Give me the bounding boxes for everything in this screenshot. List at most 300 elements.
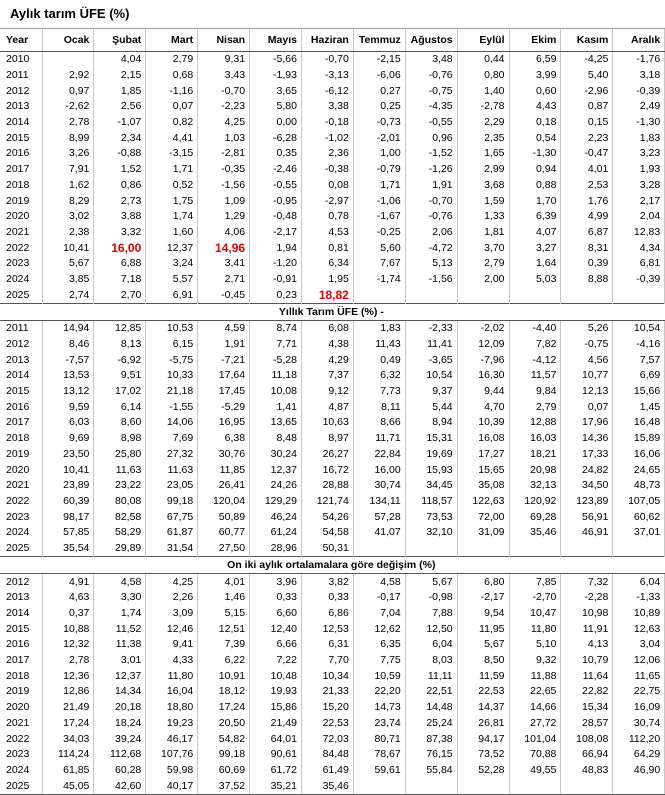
- value-cell[interactable]: -1,52: [405, 146, 457, 162]
- value-cell[interactable]: 25,80: [94, 447, 146, 463]
- value-cell[interactable]: -2,17: [457, 590, 509, 606]
- value-cell[interactable]: 1,93: [613, 162, 665, 178]
- value-cell[interactable]: 0,33: [250, 590, 302, 606]
- value-cell[interactable]: 52,28: [457, 763, 509, 779]
- column-header-month[interactable]: Ağustos: [405, 29, 457, 52]
- value-cell[interactable]: 17,02: [94, 384, 146, 400]
- year-cell[interactable]: 2022: [0, 731, 42, 747]
- value-cell[interactable]: 7,88: [405, 606, 457, 622]
- value-cell[interactable]: 1,83: [613, 130, 665, 146]
- value-cell[interactable]: 16,30: [457, 368, 509, 384]
- year-cell[interactable]: 2010: [0, 52, 42, 68]
- value-cell[interactable]: 18,80: [146, 700, 198, 716]
- value-cell[interactable]: 48,73: [613, 478, 665, 494]
- value-cell[interactable]: -0,39: [613, 272, 665, 288]
- value-cell[interactable]: 8,11: [353, 399, 405, 415]
- value-cell[interactable]: 6,59: [509, 52, 561, 68]
- value-cell[interactable]: 6,31: [301, 637, 353, 653]
- value-cell[interactable]: 6,80: [457, 574, 509, 590]
- value-cell[interactable]: 6,22: [198, 653, 250, 669]
- value-cell[interactable]: 22,65: [509, 684, 561, 700]
- year-cell[interactable]: 2013: [0, 590, 42, 606]
- value-cell[interactable]: 11,43: [353, 337, 405, 353]
- year-cell[interactable]: 2019: [0, 684, 42, 700]
- value-cell[interactable]: 27,32: [146, 447, 198, 463]
- value-cell[interactable]: 14,96: [198, 240, 250, 256]
- value-cell[interactable]: 32,13: [509, 478, 561, 494]
- value-cell[interactable]: 50,31: [301, 541, 353, 557]
- value-cell[interactable]: 21,49: [250, 716, 302, 732]
- value-cell[interactable]: 2,78: [42, 115, 94, 131]
- value-cell[interactable]: -6,06: [353, 68, 405, 84]
- value-cell[interactable]: 16,00: [353, 462, 405, 478]
- value-cell[interactable]: 0,54: [509, 130, 561, 146]
- value-cell[interactable]: 7,75: [353, 653, 405, 669]
- value-cell[interactable]: [353, 778, 405, 794]
- value-cell[interactable]: 16,06: [613, 447, 665, 463]
- value-cell[interactable]: 9,32: [509, 653, 561, 669]
- column-header-year[interactable]: Year: [0, 29, 42, 52]
- value-cell[interactable]: 2,71: [198, 272, 250, 288]
- value-cell[interactable]: 3,65: [250, 83, 302, 99]
- value-cell[interactable]: 3,02: [42, 209, 94, 225]
- value-cell[interactable]: 8,29: [42, 193, 94, 209]
- value-cell[interactable]: [561, 541, 613, 557]
- value-cell[interactable]: 82,58: [94, 509, 146, 525]
- value-cell[interactable]: -0,39: [613, 83, 665, 99]
- value-cell[interactable]: 1,83: [353, 321, 405, 337]
- value-cell[interactable]: 12,63: [613, 621, 665, 637]
- value-cell[interactable]: 4,04: [94, 52, 146, 68]
- value-cell[interactable]: 1,33: [457, 209, 509, 225]
- value-cell[interactable]: 12,62: [353, 621, 405, 637]
- value-cell[interactable]: 7,37: [301, 368, 353, 384]
- value-cell[interactable]: 0,81: [301, 240, 353, 256]
- value-cell[interactable]: 5,60: [353, 240, 405, 256]
- value-cell[interactable]: 12,53: [301, 621, 353, 637]
- value-cell[interactable]: [613, 541, 665, 557]
- value-cell[interactable]: 10,91: [198, 668, 250, 684]
- value-cell[interactable]: -1,30: [613, 115, 665, 131]
- value-cell[interactable]: [457, 778, 509, 794]
- year-cell[interactable]: 2018: [0, 178, 42, 194]
- value-cell[interactable]: 39,24: [94, 731, 146, 747]
- value-cell[interactable]: 121,74: [301, 494, 353, 510]
- value-cell[interactable]: 8,88: [561, 272, 613, 288]
- value-cell[interactable]: -2,70: [509, 590, 561, 606]
- value-cell[interactable]: -0,98: [405, 590, 457, 606]
- value-cell[interactable]: -0,35: [198, 162, 250, 178]
- value-cell[interactable]: 1,70: [509, 193, 561, 209]
- value-cell[interactable]: 11,18: [250, 368, 302, 384]
- year-cell[interactable]: 2011: [0, 68, 42, 84]
- value-cell[interactable]: 24,65: [613, 462, 665, 478]
- value-cell[interactable]: 18,21: [509, 447, 561, 463]
- value-cell[interactable]: 11,11: [405, 668, 457, 684]
- value-cell[interactable]: 15,86: [250, 700, 302, 716]
- value-cell[interactable]: 0,60: [509, 83, 561, 99]
- value-cell[interactable]: -6,92: [94, 352, 146, 368]
- value-cell[interactable]: -0,48: [250, 209, 302, 225]
- value-cell[interactable]: [509, 541, 561, 557]
- value-cell[interactable]: 26,27: [301, 447, 353, 463]
- value-cell[interactable]: 107,76: [146, 747, 198, 763]
- column-header-month[interactable]: Ekim: [509, 29, 561, 52]
- value-cell[interactable]: 0,25: [353, 99, 405, 115]
- value-cell[interactable]: 3,18: [613, 68, 665, 84]
- year-cell[interactable]: 2020: [0, 209, 42, 225]
- value-cell[interactable]: 0,44: [457, 52, 509, 68]
- value-cell[interactable]: 31,09: [457, 525, 509, 541]
- value-cell[interactable]: 17,24: [42, 716, 94, 732]
- value-cell[interactable]: [405, 778, 457, 794]
- value-cell[interactable]: 6,15: [146, 337, 198, 353]
- value-cell[interactable]: 99,18: [198, 747, 250, 763]
- value-cell[interactable]: 114,24: [42, 747, 94, 763]
- value-cell[interactable]: 118,57: [405, 494, 457, 510]
- value-cell[interactable]: -1,55: [146, 399, 198, 415]
- value-cell[interactable]: 6,14: [94, 399, 146, 415]
- column-header-month[interactable]: Eylül: [457, 29, 509, 52]
- value-cell[interactable]: 8,48: [250, 431, 302, 447]
- value-cell[interactable]: 60,39: [42, 494, 94, 510]
- value-cell[interactable]: 0,27: [353, 83, 405, 99]
- value-cell[interactable]: 60,28: [94, 763, 146, 779]
- value-cell[interactable]: 6,66: [250, 637, 302, 653]
- value-cell[interactable]: 3,48: [405, 52, 457, 68]
- value-cell[interactable]: 4,29: [301, 352, 353, 368]
- value-cell[interactable]: 7,22: [250, 653, 302, 669]
- value-cell[interactable]: 16,08: [457, 431, 509, 447]
- value-cell[interactable]: 1,46: [198, 590, 250, 606]
- value-cell[interactable]: 2,04: [613, 209, 665, 225]
- year-cell[interactable]: 2016: [0, 637, 42, 653]
- value-cell[interactable]: 30,76: [198, 447, 250, 463]
- value-cell[interactable]: 10,53: [146, 321, 198, 337]
- value-cell[interactable]: -1,26: [405, 162, 457, 178]
- value-cell[interactable]: 67,75: [146, 509, 198, 525]
- value-cell[interactable]: 46,24: [250, 509, 302, 525]
- value-cell[interactable]: 15,34: [561, 700, 613, 716]
- value-cell[interactable]: -5,29: [198, 399, 250, 415]
- value-cell[interactable]: 32,10: [405, 525, 457, 541]
- value-cell[interactable]: -0,76: [405, 209, 457, 225]
- value-cell[interactable]: 0,52: [146, 178, 198, 194]
- value-cell[interactable]: 12,37: [94, 668, 146, 684]
- value-cell[interactable]: 9,41: [146, 637, 198, 653]
- value-cell[interactable]: 35,08: [457, 478, 509, 494]
- value-cell[interactable]: 1,91: [198, 337, 250, 353]
- value-cell[interactable]: 6,39: [509, 209, 561, 225]
- value-cell[interactable]: 0,49: [353, 352, 405, 368]
- column-header-month[interactable]: Aralık: [613, 29, 665, 52]
- year-cell[interactable]: 2017: [0, 162, 42, 178]
- value-cell[interactable]: 4,38: [301, 337, 353, 353]
- value-cell[interactable]: 10,33: [146, 368, 198, 384]
- value-cell[interactable]: 101,04: [509, 731, 561, 747]
- year-cell[interactable]: 2019: [0, 447, 42, 463]
- value-cell[interactable]: 20,18: [94, 700, 146, 716]
- value-cell[interactable]: 107,05: [613, 494, 665, 510]
- value-cell[interactable]: 13,53: [42, 368, 94, 384]
- value-cell[interactable]: [42, 52, 94, 68]
- value-cell[interactable]: 2,26: [146, 590, 198, 606]
- value-cell[interactable]: 8,50: [457, 653, 509, 669]
- value-cell[interactable]: 11,64: [561, 668, 613, 684]
- value-cell[interactable]: -6,28: [250, 130, 302, 146]
- value-cell[interactable]: 30,24: [250, 447, 302, 463]
- column-header-month[interactable]: Ocak: [42, 29, 94, 52]
- value-cell[interactable]: 5,44: [405, 399, 457, 415]
- value-cell[interactable]: 0,07: [146, 99, 198, 115]
- value-cell[interactable]: 6,60: [250, 606, 302, 622]
- value-cell[interactable]: 16,03: [509, 431, 561, 447]
- value-cell[interactable]: 3,09: [146, 606, 198, 622]
- value-cell[interactable]: 2,36: [301, 146, 353, 162]
- value-cell[interactable]: 90,61: [250, 747, 302, 763]
- value-cell[interactable]: 4,07: [509, 225, 561, 241]
- value-cell[interactable]: 8,60: [94, 415, 146, 431]
- value-cell[interactable]: 2,79: [457, 256, 509, 272]
- value-cell[interactable]: 35,54: [42, 541, 94, 557]
- value-cell[interactable]: -2,17: [250, 225, 302, 241]
- year-cell[interactable]: 2011: [0, 321, 42, 337]
- value-cell[interactable]: -0,91: [250, 272, 302, 288]
- value-cell[interactable]: -0,47: [561, 146, 613, 162]
- value-cell[interactable]: -1,02: [301, 130, 353, 146]
- value-cell[interactable]: 69,28: [509, 509, 561, 525]
- column-header-month[interactable]: Mart: [146, 29, 198, 52]
- value-cell[interactable]: -0,95: [250, 193, 302, 209]
- year-cell[interactable]: 2022: [0, 494, 42, 510]
- value-cell[interactable]: 22,53: [457, 684, 509, 700]
- value-cell[interactable]: -1,06: [353, 193, 405, 209]
- value-cell[interactable]: 4,13: [561, 637, 613, 653]
- value-cell[interactable]: 22,51: [405, 684, 457, 700]
- value-cell[interactable]: 120,92: [509, 494, 561, 510]
- value-cell[interactable]: 9,54: [457, 606, 509, 622]
- value-cell[interactable]: 27,72: [509, 716, 561, 732]
- value-cell[interactable]: 21,49: [42, 700, 94, 716]
- value-cell[interactable]: 4,99: [561, 209, 613, 225]
- value-cell[interactable]: 10,59: [353, 668, 405, 684]
- value-cell[interactable]: 0,68: [146, 68, 198, 84]
- value-cell[interactable]: 0,37: [42, 606, 94, 622]
- value-cell[interactable]: 15,31: [405, 431, 457, 447]
- value-cell[interactable]: 22,82: [561, 684, 613, 700]
- value-cell[interactable]: 24,26: [250, 478, 302, 494]
- value-cell[interactable]: 9,51: [94, 368, 146, 384]
- value-cell[interactable]: 1,59: [457, 193, 509, 209]
- value-cell[interactable]: 2,92: [42, 68, 94, 84]
- value-cell[interactable]: 4,43: [509, 99, 561, 115]
- value-cell[interactable]: 18,12: [198, 684, 250, 700]
- value-cell[interactable]: 1,74: [146, 209, 198, 225]
- value-cell[interactable]: -2,15: [353, 52, 405, 68]
- value-cell[interactable]: [457, 287, 509, 303]
- value-cell[interactable]: 46,17: [146, 731, 198, 747]
- value-cell[interactable]: 58,29: [94, 525, 146, 541]
- year-cell[interactable]: 2012: [0, 83, 42, 99]
- value-cell[interactable]: 13,65: [250, 415, 302, 431]
- value-cell[interactable]: 7,82: [509, 337, 561, 353]
- year-cell[interactable]: 2014: [0, 115, 42, 131]
- value-cell[interactable]: 0,97: [42, 83, 94, 99]
- value-cell[interactable]: -4,16: [613, 337, 665, 353]
- value-cell[interactable]: -4,72: [405, 240, 457, 256]
- value-cell[interactable]: -0,38: [301, 162, 353, 178]
- value-cell[interactable]: -2,81: [198, 146, 250, 162]
- value-cell[interactable]: 28,57: [561, 716, 613, 732]
- value-cell[interactable]: -5,28: [250, 352, 302, 368]
- value-cell[interactable]: [613, 287, 665, 303]
- value-cell[interactable]: -2,78: [457, 99, 509, 115]
- value-cell[interactable]: 17,45: [198, 384, 250, 400]
- value-cell[interactable]: 3,82: [301, 574, 353, 590]
- value-cell[interactable]: 37,52: [198, 778, 250, 794]
- value-cell[interactable]: 60,62: [613, 509, 665, 525]
- value-cell[interactable]: 7,70: [301, 653, 353, 669]
- value-cell[interactable]: 2,17: [613, 193, 665, 209]
- value-cell[interactable]: 15,66: [613, 384, 665, 400]
- value-cell[interactable]: 10,88: [42, 621, 94, 637]
- value-cell[interactable]: [405, 287, 457, 303]
- value-cell[interactable]: 10,47: [509, 606, 561, 622]
- year-cell[interactable]: 2018: [0, 431, 42, 447]
- value-cell[interactable]: 87,38: [405, 731, 457, 747]
- year-cell[interactable]: 2016: [0, 399, 42, 415]
- value-cell[interactable]: 26,41: [198, 478, 250, 494]
- year-cell[interactable]: 2022: [0, 240, 42, 256]
- value-cell[interactable]: 34,03: [42, 731, 94, 747]
- value-cell[interactable]: -7,57: [42, 352, 94, 368]
- value-cell[interactable]: 14,34: [94, 684, 146, 700]
- value-cell[interactable]: 6,32: [353, 368, 405, 384]
- value-cell[interactable]: 30,74: [353, 478, 405, 494]
- value-cell[interactable]: 54,82: [198, 731, 250, 747]
- value-cell[interactable]: 3,04: [613, 637, 665, 653]
- value-cell[interactable]: 3,43: [198, 68, 250, 84]
- value-cell[interactable]: 64,29: [613, 747, 665, 763]
- value-cell[interactable]: 10,54: [405, 368, 457, 384]
- value-cell[interactable]: 1,75: [146, 193, 198, 209]
- value-cell[interactable]: -2,23: [198, 99, 250, 115]
- value-cell[interactable]: 1,76: [561, 193, 613, 209]
- value-cell[interactable]: 4,25: [198, 115, 250, 131]
- value-cell[interactable]: 35,46: [301, 778, 353, 794]
- value-cell[interactable]: 3,96: [250, 574, 302, 590]
- value-cell[interactable]: 22,53: [301, 716, 353, 732]
- value-cell[interactable]: 2,78: [42, 653, 94, 669]
- value-cell[interactable]: 15,65: [457, 462, 509, 478]
- year-cell[interactable]: 2019: [0, 193, 42, 209]
- value-cell[interactable]: 10,54: [613, 321, 665, 337]
- value-cell[interactable]: 17,27: [457, 447, 509, 463]
- value-cell[interactable]: 28,88: [301, 478, 353, 494]
- value-cell[interactable]: 11,41: [405, 337, 457, 353]
- value-cell[interactable]: 7,73: [353, 384, 405, 400]
- value-cell[interactable]: 8,66: [353, 415, 405, 431]
- value-cell[interactable]: 0,96: [405, 130, 457, 146]
- value-cell[interactable]: 50,89: [198, 509, 250, 525]
- value-cell[interactable]: 61,49: [301, 763, 353, 779]
- value-cell[interactable]: 0,35: [250, 146, 302, 162]
- value-cell[interactable]: 10,41: [42, 240, 94, 256]
- value-cell[interactable]: 5,67: [405, 574, 457, 590]
- value-cell[interactable]: 2,79: [146, 52, 198, 68]
- value-cell[interactable]: 7,69: [146, 431, 198, 447]
- value-cell[interactable]: -0,18: [301, 115, 353, 131]
- value-cell[interactable]: 6,38: [198, 431, 250, 447]
- value-cell[interactable]: 2,34: [94, 130, 146, 146]
- value-cell[interactable]: 4,53: [301, 225, 353, 241]
- value-cell[interactable]: 7,67: [353, 256, 405, 272]
- value-cell[interactable]: 5,67: [42, 256, 94, 272]
- value-cell[interactable]: 26,81: [457, 716, 509, 732]
- year-cell[interactable]: 2013: [0, 99, 42, 115]
- value-cell[interactable]: -2,02: [457, 321, 509, 337]
- value-cell[interactable]: 0,88: [509, 178, 561, 194]
- value-cell[interactable]: 60,77: [198, 525, 250, 541]
- value-cell[interactable]: 61,72: [250, 763, 302, 779]
- value-cell[interactable]: 4,33: [146, 653, 198, 669]
- value-cell[interactable]: -2,62: [42, 99, 94, 115]
- year-cell[interactable]: 2021: [0, 225, 42, 241]
- value-cell[interactable]: 23,05: [146, 478, 198, 494]
- value-cell[interactable]: 8,03: [405, 653, 457, 669]
- value-cell[interactable]: 17,96: [561, 415, 613, 431]
- value-cell[interactable]: 84,48: [301, 747, 353, 763]
- value-cell[interactable]: 11,85: [198, 462, 250, 478]
- value-cell[interactable]: 22,20: [353, 684, 405, 700]
- value-cell[interactable]: 1,71: [353, 178, 405, 194]
- value-cell[interactable]: 98,17: [42, 509, 94, 525]
- value-cell[interactable]: -3,65: [405, 352, 457, 368]
- year-cell[interactable]: 2015: [0, 384, 42, 400]
- value-cell[interactable]: 1,00: [353, 146, 405, 162]
- value-cell[interactable]: 9,59: [42, 399, 94, 415]
- value-cell[interactable]: 21,33: [301, 684, 353, 700]
- value-cell[interactable]: [561, 287, 613, 303]
- value-cell[interactable]: 41,07: [353, 525, 405, 541]
- year-cell[interactable]: 2017: [0, 653, 42, 669]
- year-cell[interactable]: 2023: [0, 747, 42, 763]
- value-cell[interactable]: 7,71: [250, 337, 302, 353]
- value-cell[interactable]: 8,94: [405, 415, 457, 431]
- value-cell[interactable]: 5,67: [457, 637, 509, 653]
- value-cell[interactable]: -1,67: [353, 209, 405, 225]
- value-cell[interactable]: 6,69: [613, 368, 665, 384]
- value-cell[interactable]: 2,70: [94, 287, 146, 303]
- value-cell[interactable]: 49,55: [509, 763, 561, 779]
- value-cell[interactable]: 10,39: [457, 415, 509, 431]
- value-cell[interactable]: 12,40: [250, 621, 302, 637]
- value-cell[interactable]: 61,87: [146, 525, 198, 541]
- column-header-month[interactable]: Nisan: [198, 29, 250, 52]
- value-cell[interactable]: 2,53: [561, 178, 613, 194]
- value-cell[interactable]: -4,35: [405, 99, 457, 115]
- value-cell[interactable]: 14,66: [509, 700, 561, 716]
- value-cell[interactable]: -0,17: [353, 590, 405, 606]
- value-cell[interactable]: [405, 541, 457, 557]
- value-cell[interactable]: 22,75: [613, 684, 665, 700]
- value-cell[interactable]: 3,88: [94, 209, 146, 225]
- value-cell[interactable]: 57,85: [42, 525, 94, 541]
- year-cell[interactable]: 2015: [0, 130, 42, 146]
- value-cell[interactable]: 1,64: [509, 256, 561, 272]
- value-cell[interactable]: 16,95: [198, 415, 250, 431]
- value-cell[interactable]: 11,63: [94, 462, 146, 478]
